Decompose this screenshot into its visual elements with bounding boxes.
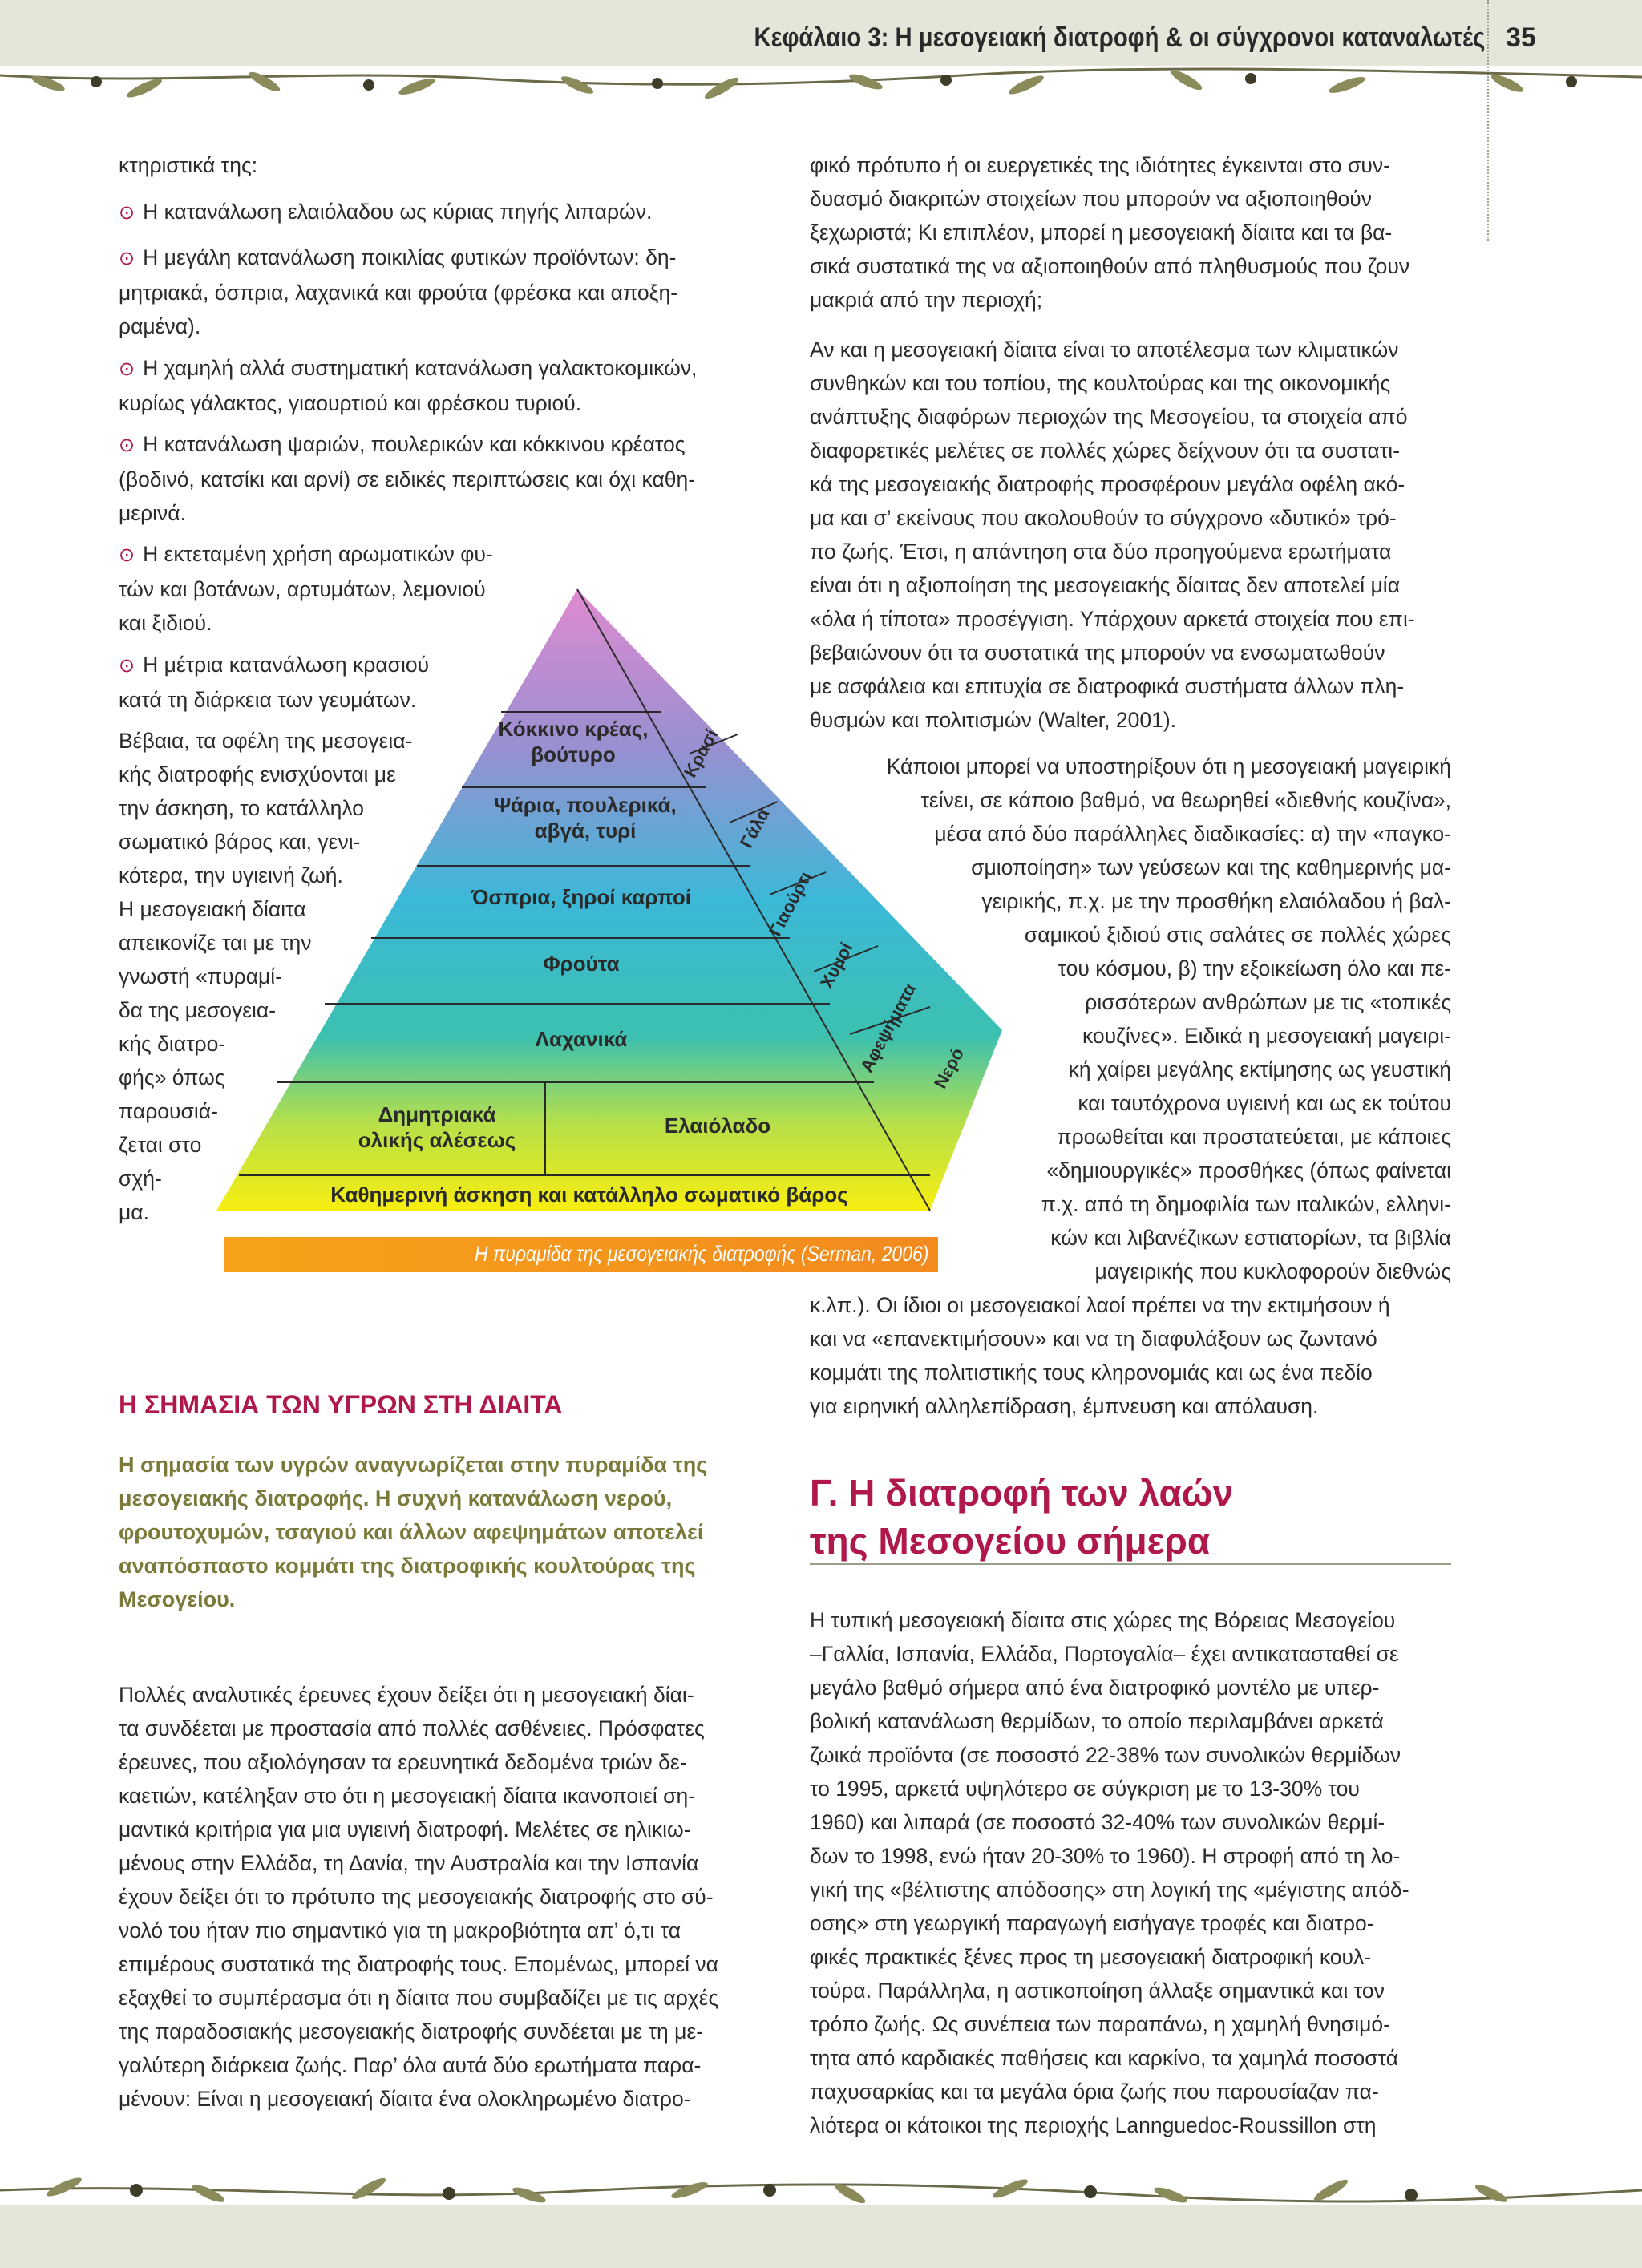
bullet-icon: ⊙ xyxy=(119,202,135,224)
side-label-wine: Κρασί xyxy=(680,726,722,781)
text-line: σωματικό βάρος και, γενι- xyxy=(119,830,361,854)
text-line: το 1995, αρκετά υψηλότερο σε σύγκριση με το 13-30% του xyxy=(810,1777,1360,1801)
text-line: Η σημασία των υγρών αναγνωρίζεται στην πυραμίδα της xyxy=(119,1453,708,1477)
text-line: την άσκηση, το κατάλληλο xyxy=(119,796,364,820)
text-line: κ.λπ.). Οι ίδιοι οι μεσογειακοί λαοί πρέπει να την εκτιμήσουν ή xyxy=(810,1293,1390,1317)
text-line: κής διατροφής ενισχύονται με xyxy=(119,762,396,786)
text-line: ρισσότερων ανθρώπων με τις «τοπικές xyxy=(1085,990,1451,1014)
text-line: εξαχθεί το συμπέρασμα ότι η δίαιτα που συμβαδίζει με τις αρχές xyxy=(119,1986,719,2010)
section-title-c xyxy=(810,1469,1233,1565)
text-line: παχυσαρκίας και τα μεγάλα όρια ζωής που παρουσίαζαν πα- xyxy=(810,2080,1379,2104)
text-line: μεσογειακής διατροφής. Η συχνή κατανάλωση νερού, xyxy=(119,1486,673,1510)
text-line: μένους στην Ελλάδα, τη Δανία, την Αυστραλία και την Ισπανία xyxy=(119,1851,699,1875)
bullet-line: (βοδινό, κατσίκι και αρνί) σε ειδικές περιπτώσεις και όχι καθη- xyxy=(119,467,696,491)
lead-text: κτηριστικά της: xyxy=(119,153,258,177)
text-line: Μεσογείου. xyxy=(119,1587,236,1611)
tier-label-line: Δημητριακά xyxy=(378,1102,496,1126)
text-line: γική της «βέλτιστης απόδοσης» στη λογική της «μέγιστης απόδ- xyxy=(810,1878,1409,1902)
text-line: συνθηκών και του τοπίου, της κουλτούρας και της οικονομικής xyxy=(810,371,1391,395)
text-line: μα. xyxy=(119,1200,149,1224)
text-line: κή χαίρει μεγάλης εκτίμησης ως γευστική xyxy=(1068,1057,1451,1081)
text-line: π.χ. από τη δημοφιλία των ιταλικών, ελληνι- xyxy=(1041,1192,1451,1216)
bullet-line: κατά τη διάρκεια των γευμάτων. xyxy=(119,688,417,712)
text-line: καετιών, κατέληξαν στο ότι η μεσογειακή δίαιτα ικανοποιεί ση- xyxy=(119,1784,696,1808)
text-line: δων το 1998, ενώ ήταν 20-30% το 1960). Η στροφή από τη λο- xyxy=(810,1844,1401,1868)
side-label-infusions: Αφεψήματα xyxy=(856,980,920,1076)
text-line: ανάπτυξης διαφόρων περιοχών της Μεσογείου, τα στοιχεία από xyxy=(810,405,1408,429)
text-line: και ταυτόχρονα υγιεινή και ως εκ τούτου xyxy=(1078,1091,1451,1115)
text-line: θυσμών και πολιτισμών (Walter, 2001). xyxy=(810,708,1177,732)
text-line: σικά συστατικά της να αξιοποιηθούν από πληθυσμούς που ζουν xyxy=(810,254,1410,278)
section-heading: Η ΣΗΜΑΣΙΑ ΤΩΝ ΥΓΡΩΝ ΣΤΗ ΔΙΑΙΤΑ xyxy=(119,1390,563,1419)
text-line: κών και λιβανέζικων εστιατορίων, τα βιβλία xyxy=(1050,1226,1451,1250)
right-paragraph-1 xyxy=(810,148,1451,317)
text-line: μέσα από δύο παράλληλες διαδικασίες: α) την «παγκο- xyxy=(934,822,1451,846)
tier-label-line: αβγά, τυρί xyxy=(534,819,637,843)
tier-label-fish xyxy=(473,792,698,843)
text-line: κότερα, την υγιεινή ζωή. xyxy=(119,863,343,887)
text-line: κουζίνες». Ειδικά η μεσογειακή μαγειρι- xyxy=(1082,1024,1451,1048)
text-line: νολό του ήταν πιο σημαντικό για τη μακροβιότητα απ’ ό,τι τα xyxy=(119,1918,681,1943)
text-line: Η τυπική μεσογειακή δίαιτα στις χώρες της Βόρειας Μεσογείου xyxy=(810,1608,1396,1632)
tier-label-red-meat xyxy=(489,716,657,767)
text-line: δα της μεσογεια- xyxy=(119,998,277,1022)
text-line: «δημιουργικές» προσθήκες (όπως φαίνεται xyxy=(1046,1158,1451,1183)
right-paragraph-2 xyxy=(810,333,1451,737)
text-line: μαντικά κριτήρια για μια υγιεινή διατροφή. Μελέτες σε ηλικιω- xyxy=(119,1817,691,1841)
text-line: γαλύτερη διάρκεια ζωής. Παρ’ όλα αυτά δύο ερωτήματα παρα- xyxy=(119,2053,702,2077)
tier-label-line: βούτυρο xyxy=(531,742,616,766)
right-paragraph-4 xyxy=(810,1603,1451,2142)
text-line: τρόπο ζωής. Ως συνέπεια των παραπάνω, η χαμηλή θνησιμό- xyxy=(810,2012,1390,2036)
text-line: είναι ότι η αξιοποίηση της μεσογειακής δίαιτας δεν αποτελεί μία xyxy=(810,573,1401,597)
text-line: τητα από καρδιακές παθήσεις και καρκίνο, τα χαμηλά ποσοστά xyxy=(810,2046,1399,2070)
bullet-line: ραμένα). xyxy=(119,314,201,338)
text-line: βολική κατανάλωση θερμίδων, το οποίο περιλαμβάνει αρκετά xyxy=(810,1709,1384,1733)
text-line: λιότερα οι κάτοικοι της περιοχής Lannguedoc-Roussillon στη xyxy=(810,2113,1377,2137)
text-line: Αν και η μεσογειακή δίαιτα είναι το αποτέλεσμα των κλιματικών xyxy=(810,338,1399,362)
text-line: σμιοποίηση» των γεύσεων και της καθημερινής μα- xyxy=(971,855,1451,879)
bullet-line: Η κατανάλωση ψαριών, πουλερικών και κόκκινου κρέατος xyxy=(143,432,686,456)
tier-label-legumes: Όσπρια, ξηροί καρποί xyxy=(471,885,691,909)
bullet-icon: ⊙ xyxy=(119,248,135,269)
text-line: αναπόσπαστο κομμάτι της διατροφικής κουλτούρας της xyxy=(119,1554,696,1578)
bullet-line: Η χαμηλή αλλά συστηματική κατανάλωση γαλακτοκομικών, xyxy=(143,356,698,380)
section-title-line: Γ. Η διατροφή των λαών xyxy=(810,1472,1234,1514)
text-line: της παραδοσιακής μεσογειακής διατροφής συνδέεται με τη με- xyxy=(119,2019,704,2044)
text-line: βεβαιώνουν ότι τα συστατικά της μπορούν να ενσωματωθούν xyxy=(810,641,1385,665)
text-line: τούρα. Παράλληλα, η αστικοποίηση άλλαξε σημαντικά και τον xyxy=(810,1979,1385,2003)
text-line: κής διατρο- xyxy=(119,1032,226,1056)
text-line: έρευνες, που αξιολόγησαν τα ερευνητικά δεδομένα τριών δε- xyxy=(119,1750,687,1774)
text-line: γειρικής, π.χ. με την προσθήκη ελαιόλαδου ή βαλ- xyxy=(981,889,1451,913)
text-line: ζεται στο xyxy=(119,1133,202,1157)
bullet-line: Η κατανάλωση ελαιόλαδου ως κύριας πηγής λιπαρών. xyxy=(143,200,653,224)
side-label-milk: Γάλα xyxy=(736,804,774,851)
text-line: κομμάτι της πολιτιστικής τους κληρονομιάς και ως ένα πεδίο xyxy=(810,1360,1373,1385)
body-paragraph xyxy=(119,1678,760,2116)
tier-label-olive-oil: Ελαιόλαδο xyxy=(664,1114,771,1138)
bullet-icon: ⊙ xyxy=(119,544,135,566)
bullet-line: και ξιδιού. xyxy=(119,611,212,635)
text-line: φής» όπως xyxy=(119,1065,225,1090)
text-line: τείνει, σε κάποιο βαθμό, να θεωρηθεί «διεθνής κουζίνα», xyxy=(920,788,1451,812)
text-line: φικό πρότυπο ή οι ευεργετικές της ιδιότητες έγκεινται στο συν- xyxy=(810,153,1390,177)
side-label-juices: Χυμοί xyxy=(816,939,857,992)
text-line: κά της μεσογειακής διατροφής προσφέρουν μεγάλα οφέλη ακό- xyxy=(810,472,1405,496)
right-paragraph-3-rest xyxy=(810,1288,1451,1423)
tier-label-grains xyxy=(333,1102,541,1153)
chapter-title: Κεφάλαιο 3: Η μεσογειακή διατροφή & οι σύγχρονοι καταναλωτές xyxy=(754,22,1485,53)
text-line: ζωικά προϊόντα (σε ποσοστό 22-38% των συνολικών θερμίδων xyxy=(810,1743,1401,1767)
text-line: για ειρηνική αλληλεπίδραση, έμπνευση και απόλαυση. xyxy=(810,1394,1319,1418)
text-line: μαγειρικής που κυκλοφορούν διεθνώς xyxy=(1094,1259,1451,1284)
text-line: Πολλές αναλυτικές έρευνες έχουν δείξει ότι η μεσογειακή δίαι- xyxy=(119,1683,694,1707)
text-line: σαμικού ξιδιού στις σαλάτες σε πολλές χώρες xyxy=(1024,923,1451,947)
side-label-water: Νερό xyxy=(930,1044,969,1092)
section-title-underline xyxy=(810,1563,1451,1565)
tier-label-line: Ψάρια, πουλερικά, xyxy=(494,793,677,817)
page-number: 35 xyxy=(1506,22,1536,53)
text-line: Βέβαια, τα οφέλη της μεσογεια- xyxy=(119,729,413,753)
text-line: πο ζωής. Έτσι, η απάντηση στα δύο προηγούμενα ερωτήματα xyxy=(810,540,1392,564)
text-line: του κόσμου, β) την εξοικείωση όλο και πε- xyxy=(1058,956,1451,980)
text-line: και να «επανεκτιμήσουν» και να τη διαφυλάξουν ως ζωντανό xyxy=(810,1327,1377,1351)
text-line: Κάποιοι μπορεί να υποστηρίξουν ότι η μεσογειακή μαγειρική xyxy=(886,754,1451,778)
bullet-line: μερινά. xyxy=(119,501,186,525)
text-line: μένουν: Είναι η μεσογειακή δίαιτα ένα ολοκληρωμένο διατρο- xyxy=(119,2087,691,2111)
bullet-icon: ⊙ xyxy=(119,358,135,380)
text-line: παρουσιά- xyxy=(119,1099,218,1123)
tier-label-fruit: Φρούτα xyxy=(543,952,620,976)
text-line: οσης» στη γεωργική παραγωγή εισήγαγε τροφές και διατρο- xyxy=(810,1911,1374,1935)
text-line: ξεχωριστά; Κι επιπλέον, μπορεί η μεσογειακή δίαιτα και τα βα- xyxy=(810,220,1393,245)
bullet-line: Η μεγάλη κατανάλωση ποικιλίας φυτικών προϊόντων: δη- xyxy=(143,245,677,269)
tier-label-line: ολικής αλέσεως xyxy=(358,1128,516,1152)
text-line: σχή- xyxy=(119,1166,162,1191)
right-paragraph-3-wrap xyxy=(810,750,1451,1288)
text-line: μεγάλο βαθμό σήμερα από ένα διατροφικό μοντέλο με υπερ- xyxy=(810,1676,1380,1700)
text-line: 1960) και λιπαρά (σε ποσοστό 32-40% των συνολικών θερμί- xyxy=(810,1810,1385,1834)
text-line: επιμέρους συστατικά της διατροφής τους. Επομένως, μπορεί να xyxy=(119,1952,719,1976)
text-line: απεικονίζε ται με την xyxy=(119,931,312,955)
text-line: διαφορετικές μελέτες σε πολλές χώρες δείχνουν ότι τα συστατι- xyxy=(810,439,1401,463)
section-title-line: της Μεσογείου σήμερα xyxy=(810,1520,1211,1562)
text-line: φρουτοχυμών, τσαγιού και άλλων αφεψημάτων αποτελεί xyxy=(119,1520,704,1544)
text-line: φικές πρακτικές ξένες προς τη μεσογειακή διατροφική κουλ- xyxy=(810,1945,1372,1969)
tier-label-vegetables: Λαχανικά xyxy=(535,1027,628,1051)
bullet-line: μητριακά, όσπρια, λαχανικά και φρούτα (φρέσκα και αποξη- xyxy=(119,281,678,305)
text-line: δυασμό διακριτών στοιχείων που μπορούν να αξιοποιηθούν xyxy=(810,187,1373,211)
text-line: τα συνδέεται με προστασία από πολλές ασθένειες. Πρόσφατες xyxy=(119,1716,705,1740)
page-footer-band xyxy=(0,2205,1642,2268)
text-line: με ασφάλεια και επιτυχία σε διατροφικά συστήματα άλλων πλη- xyxy=(810,674,1405,698)
tier-label-exercise: Καθημερινή άσκηση και κατάλληλο σωματικό βάρος xyxy=(330,1183,848,1207)
bullet-icon: ⊙ xyxy=(119,435,135,456)
text-line: μα και σ’ εκείνους που ακολουθούν το σύγχρονο «δυτικό» τρό- xyxy=(810,506,1397,530)
bullet-line: κυρίως γάλακτος, γιαουρτιού και φρέσκου τυριού. xyxy=(119,391,582,415)
figure-caption: Η πυραμίδα της μεσογειακής διατροφής (Serman, 2006) xyxy=(474,1242,928,1266)
text-line: έχουν δείξει ότι το πρότυπο της μεσογειακής διατροφής στο σύ- xyxy=(119,1885,714,1909)
side-label-yogurt: Γιαούρτι xyxy=(765,867,816,940)
text-line: προωθείται και προστατεύεται, με κάποιες xyxy=(1057,1125,1451,1149)
bullet-line: Η μέτρια κατανάλωση κρασιού xyxy=(143,653,430,677)
tier-label-line: Κόκκινο κρέας, xyxy=(498,717,649,741)
section-intro xyxy=(119,1448,760,1616)
bullet-icon: ⊙ xyxy=(119,655,135,677)
bullet-line: τών και βοτάνων, αρτυμάτων, λεμονιού xyxy=(119,577,486,601)
text-line: γνωστή «πυραμί- xyxy=(119,964,283,988)
text-line: Η μεσογειακή δίαιτα xyxy=(119,897,306,921)
text-line: «όλα ή τίποτα» προσέγγιση. Υπάρχουν αρκετά στοιχεία που επι- xyxy=(810,607,1415,631)
text-line: –Γαλλία, Ισπανία, Ελλάδα, Πορτογαλία– έχει αντικατασταθεί σε xyxy=(810,1642,1399,1666)
text-line: μακριά από την περιοχή; xyxy=(810,288,1043,312)
bullet-line: Η εκτεταμένη χρήση αρωματικών φυ- xyxy=(143,542,493,566)
